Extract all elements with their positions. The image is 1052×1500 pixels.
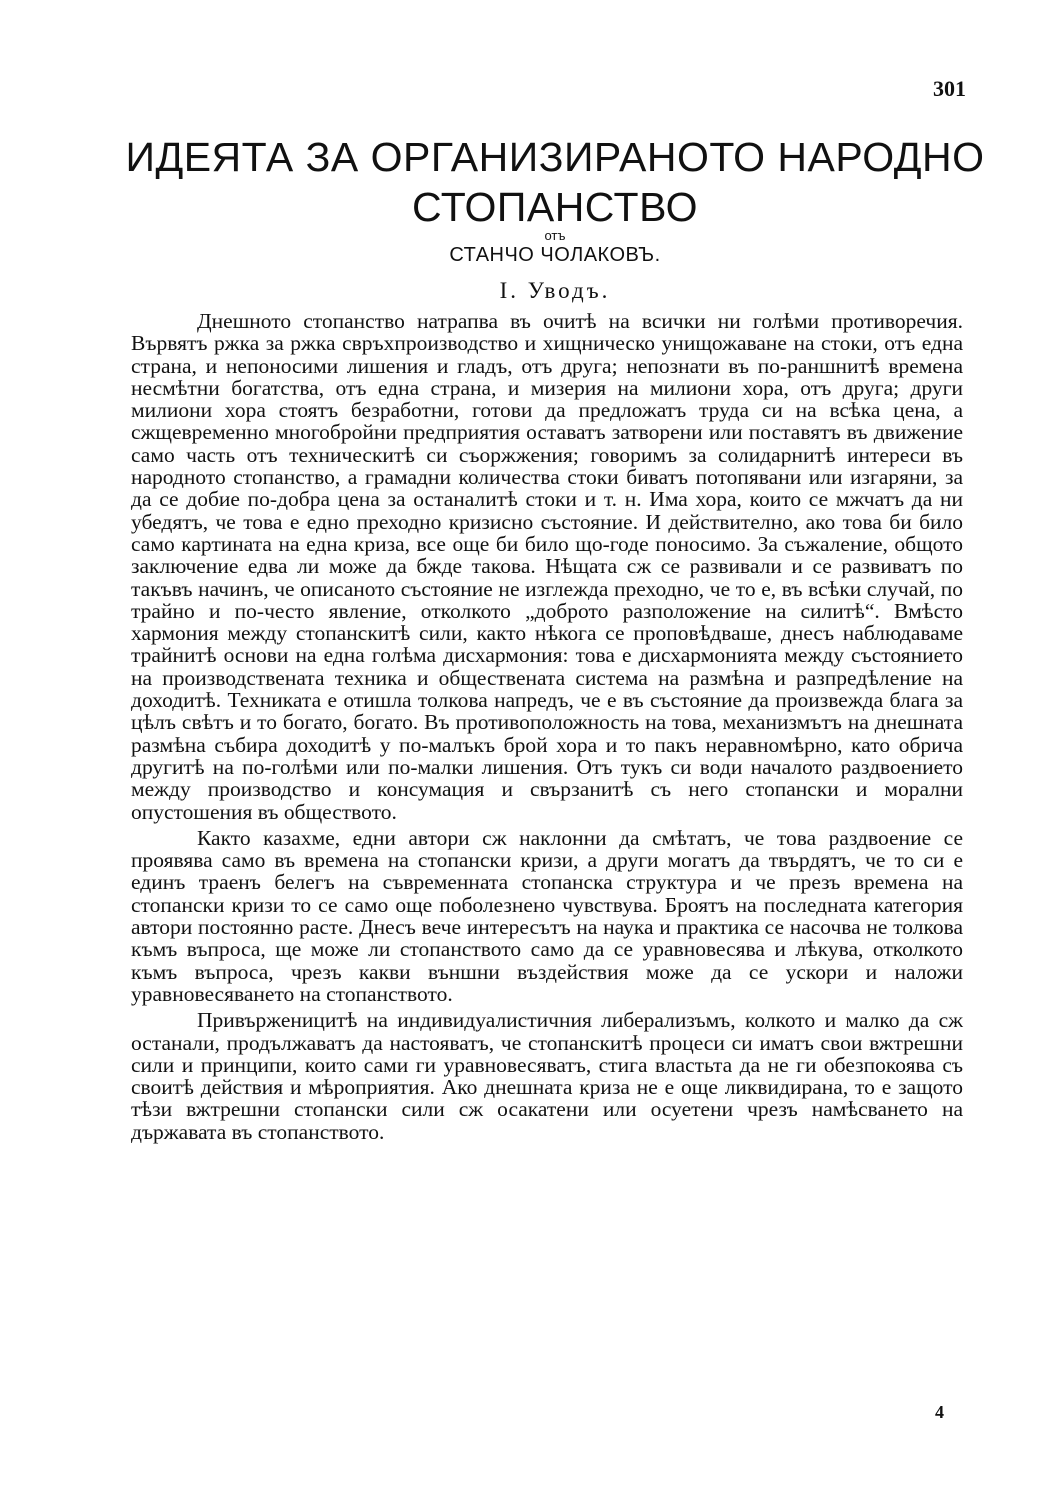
printer-signature-mark: 4: [935, 1402, 944, 1422]
article-title: [80, 132, 1030, 232]
author-name: СТАНЧО ЧОЛАКОВЪ.: [449, 244, 661, 266]
byline-preposition: отъ: [544, 228, 566, 243]
paragraph-2: Както казахме, едни автори сж наклонни да смѣтатъ, че това раздвоение се проявява само въ времена на стопански кризи, а други могатъ да твърдятъ, че то си е единъ траенъ белегъ на съвременната стопанска структура и че презъ времена на стопански кризи то се само още поболезнено чувствува. Броятъ на последната категория автори постоянно расте. Днесъ вече интересътъ на наука и практика се насочва не толкова къмъ въпроса, ще може ли стопанството само да се уравновесява и лѣкува, отколкото къмъ въпроса, чрезъ какви външни въздействия може да се ускори и наложи уравновесяването на стопанството.: [131, 825, 963, 1006]
page-number: 301: [933, 76, 966, 101]
article-title-line-1: ИДЕЯТА ЗА ОРГАНИЗИРАНОТО НАРОДНО: [125, 134, 985, 180]
article-title-line-2: СТОПАНСТВО: [412, 184, 698, 230]
paragraph-3: Привърженицитѣ на индивидуалистичния либерализъмъ, колкото и малко да сж останали, продължаватъ да настояватъ, че стопанскитѣ процеси си иматъ свои вжтрешни сили и принципи, които сами ги уравновесяватъ, стига властьта да не ги обезпокоява съ своитѣ действия и мѣроприятия. Ако днешната криза не е още ликвидирана, то е защото тѣзи вжтрешни стопански сили сж осакатени или осуетени чрезъ намѣсването на държавата въ стопанството.: [131, 1008, 963, 1144]
paragraph-1: Днешното стопанство натрапва въ очитѣ на всички ни голѣми противоречия. Вървятъ ржка за ржка свръхпроизводство и хищническо унищожаване на стоки, отъ една страна, и непоносими лишения и гладъ, отъ друга; непознати въ по-раншнитѣ времена несмѣтни богатства, отъ една страна, и мизерия на милиони хора, отъ друга; други милиони хора стоятъ безработни, готови да предложатъ труда си на всѣка цена, а сжщевременно многобройни предприятия оставатъ затворени или поставятъ въ движение само часть отъ техническитѣ си съоржжения; говоримъ за солидарнитѣ интереси въ народното стопанство, а грамадни количества стоки биватъ потопявани или изгаряни, за да се добие по-добра цена за останалитѣ стоки и т. н. Има хора, които се мжчатъ да ни убедятъ, че това е едно преходно кризисно състояние. И действително, ако това би било само картината на една криза, все още би било що-годе поносимо. За съжаление, общото заключение едва ли може да бжде такова. Нѣщата сж се развивали и се развиватъ по такъвъ начинъ, че описаното състояние не изглежда преходно, че то е, въ всѣки случай, по трайно и по-често явление, отколкото „доброто разположение на силитѣ“. Вмѣсто хармония между стопанскитѣ сили, както нѣкога се проповѣдваше, днесъ наблюдаваме трайнитѣ основи на една голѣма дисхармония: това е дисхармонията между състоянието на производствената техника и обществената система на размѣна и разпредѣление на доходитѣ. Техниката е отишла толкова напредъ, че е въ състояние да произвежда блага за цѣлъ свѣтъ и то богато, богато. Въ противоположность на това, механизмътъ на днешната размѣна събира доходитѣ у по-малъкъ брой хора и то пакъ неравномѣрно, като обрича другитѣ на по-голѣми или по-малки лишения. Отъ тукъ си води началото раздвоението между производство и консумация и свързанитѣ съ него стопански и морални опустошения въ обществото.: [131, 309, 963, 824]
section-heading: I. Уводъ.: [499, 278, 611, 303]
article-body: [131, 310, 963, 1147]
